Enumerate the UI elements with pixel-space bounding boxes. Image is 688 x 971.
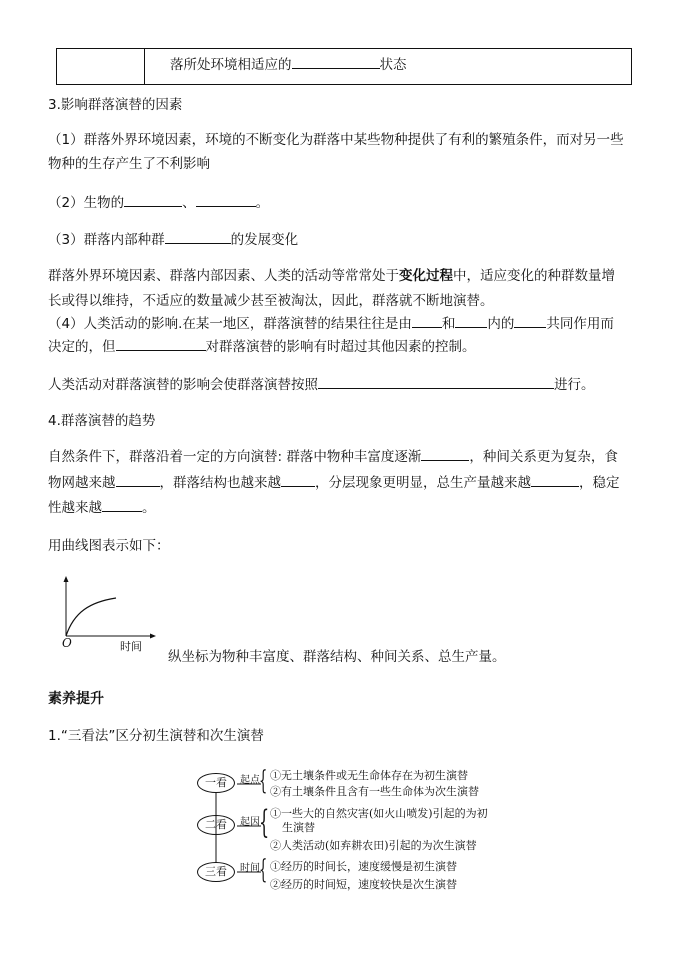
blank [292,56,380,69]
table-text-before: 落所处环境相适应的 [170,57,292,73]
look2-option-a-line2: 生演替 [282,821,315,834]
section4-line2 [48,471,620,491]
blank [165,231,231,244]
s4-text: 物网越来越 [48,475,116,491]
s4-text: ，群落结构也越来越 [159,475,281,491]
para-text-end: 中，适应变化的种群数量增 [453,268,615,284]
section4-line3 [48,496,156,516]
blank [102,499,142,512]
label-cause: 起因 [240,817,260,828]
literacy-item1-title: 1.“三看法”区分初生演替和次生演替 [48,728,264,744]
s4-text-end: ，种间关系更为复杂，食 [469,449,618,465]
s4-text-end: ，稳定 [579,475,620,491]
human-text: 人类活动对群落演替的影响会使群落演替按照 [48,377,318,393]
item4-within: 内的 [487,316,515,332]
blank [412,315,442,328]
section3-paragraph-line2: 长或得以维持，不适应的数量减少甚至被淘汰，因此，群落就不断地演替。 [48,293,494,309]
look1-option-b: ②有土壤条件且含有一些生命体为次生演替 [270,785,479,798]
item3-text: （3）群落内部种群 [48,232,165,248]
table-row-text [170,53,407,73]
trend-curve [66,598,116,636]
human-activity-line [48,373,595,393]
look3-option-b: ②经历的时间短，速度较快是次生演替 [270,878,457,891]
s4-text: 自然条件下，群落沿着一定的方向演替: 群落中物种丰富度逐渐 [48,449,422,465]
look2-oval [197,815,235,835]
item2-sep: 、 [182,195,196,211]
three-look-diagram [195,764,515,894]
blank [531,474,579,487]
table-text-after: 状态 [379,57,407,73]
item4-and: 和 [441,316,456,332]
look2-label: 二看 [205,818,227,831]
blank [116,338,206,351]
graph-origin: O [62,636,72,650]
blank [281,474,315,487]
x-axis-arrow [150,634,156,639]
look1-oval [197,773,235,793]
blank [455,315,487,328]
section4-line1 [48,445,618,465]
section3-item2 [48,191,269,211]
literacy-heading: 素养提升 [48,691,104,707]
section3-item1-line2: 物种的生存产生了不利影响 [48,156,210,172]
blank [421,448,469,461]
item4-text2: 决定的，但 [48,339,116,355]
item4-text: （4）人类活动的影响.在某一地区，群落演替的结果往往是由 [48,316,412,332]
item4-end: 共同作用而 [546,316,614,332]
section3-item3 [48,228,298,248]
para-text: 群落外界环境因素、群落内部因素、人类的活动等常常处于 [48,268,399,284]
brace1: { [259,766,268,796]
item2-text: （2）生物的 [48,195,125,211]
look2-option-b: ②人类活动(如弃耕农田)引起的为次生演替 [270,839,477,852]
look3-option-a: ①经历的时间长，速度缓慢是初生演替 [270,860,457,873]
section3-item4-line2 [48,335,476,355]
curve-intro: 用曲线图表示如下： [48,538,170,554]
s4-text: ，分层现象更明显，总生产量越来越 [315,475,531,491]
label-starting-point: 起点 [240,775,260,786]
y-axis-arrow [64,576,69,582]
item3-text-end: 的发展变化 [230,232,299,248]
item4-text2-end: 对群落演替的影响有时超过其他因素的控制。 [205,339,476,355]
brace2: { [259,803,270,841]
graph-caption: 纵坐标为物种丰富度、群落结构、种间关系、总生产量。 [168,649,506,665]
s4-text: 性越来越 [48,500,102,516]
section4-title: 4.群落演替的趋势 [48,413,156,429]
section3-paragraph-line1 [48,264,615,284]
look3-label: 三看 [205,865,227,878]
human-text-end: 进行。 [554,377,595,393]
blank [318,376,554,389]
label-time: 时间 [240,863,260,874]
s4-text-end: 。 [142,500,156,516]
blank [514,315,546,328]
para-bold: 变化过程 [399,268,453,284]
look3-oval [197,862,235,882]
item2-end: 。 [255,195,270,211]
blank [124,194,182,207]
section3-item1-line1: （1）群落外界环境因素，环境的不断变化为群落中某些物种提供了有利的繁殖条件，而对另一些 [48,132,624,148]
section3-item4-line1 [48,312,614,332]
blank [116,474,160,487]
graph-xlabel: 时间 [120,640,142,653]
look2-option-a-line1: ①一些大的自然灾害(如火山喷发)引起的为初 [270,807,488,820]
blank [196,194,256,207]
look1-label: 一看 [205,776,227,789]
section3-title: 3.影响群落演替的因素 [48,97,183,113]
brace3: { [259,855,268,885]
table-cell-divider [144,49,145,84]
look1-option-a: ①无土壤条件或无生命体存在为初生演替 [270,769,468,782]
